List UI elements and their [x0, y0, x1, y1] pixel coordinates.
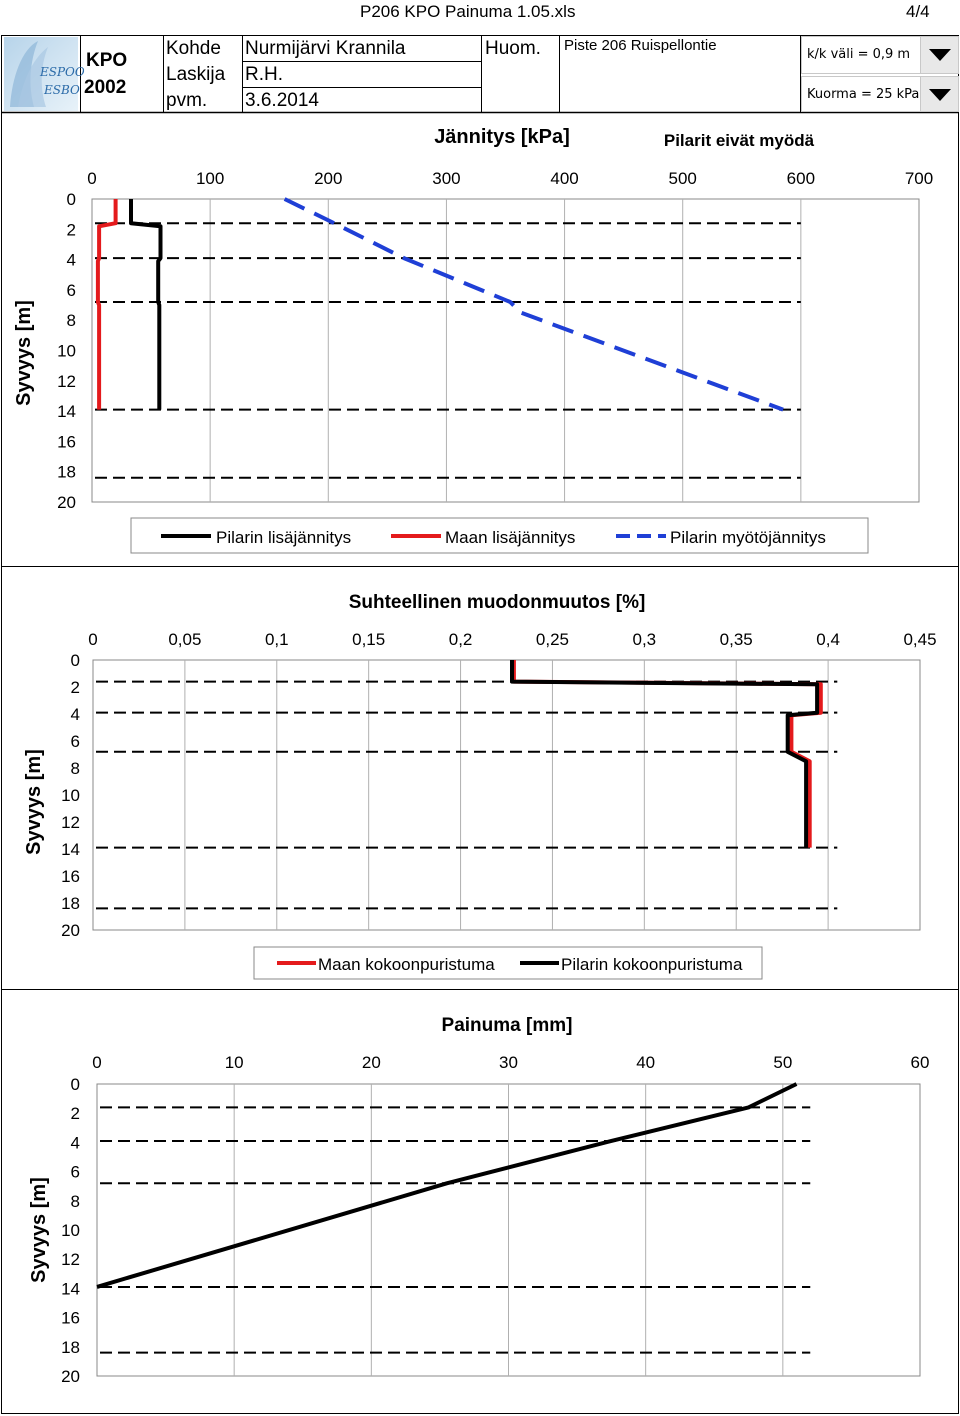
chart-title: Painuma [mm] [441, 1015, 573, 1036]
x-tick-label: 0,15 [352, 630, 386, 649]
x-tick-label: 600 [786, 169, 816, 188]
huom-value: Piste 206 Ruispellontie [564, 37, 717, 54]
y-tick-label: 0 [66, 190, 76, 209]
y-tick-label: 4 [70, 705, 80, 724]
y-tick-label: 16 [61, 1308, 80, 1328]
kuorma-dropdown[interactable] [801, 76, 959, 112]
kk-vali-dropdown-button[interactable] [920, 37, 958, 73]
page-number: 4/4 [906, 2, 930, 21]
x-tick-label: 0 [88, 630, 98, 649]
y-tick-label: 6 [70, 732, 80, 751]
logo-text-esbo: ESBO [44, 83, 80, 97]
y-tick-label: 4 [70, 1133, 80, 1153]
y-tick-label: 0 [70, 1075, 80, 1094]
x-tick-label: 10 [224, 1053, 244, 1072]
y-tick-label: 8 [70, 759, 80, 778]
y-tick-label: 8 [66, 311, 76, 331]
kk-vali-dropdown[interactable] [801, 36, 959, 74]
x-tick-label: 0,05 [168, 630, 202, 649]
laskija-value: R.H. [245, 64, 283, 85]
x-tick-label: 30 [499, 1053, 518, 1072]
x-tick-label: 40 [636, 1053, 656, 1072]
x-tick-label: 60 [910, 1053, 930, 1072]
legend-label: Pilarin kokoonpuristuma [561, 955, 743, 974]
method-year: 2002 [84, 77, 127, 98]
kk-vali-value: k/k väli = 0,9 m [807, 47, 911, 62]
kohde-label: Kohde [166, 38, 221, 59]
x-tick-label: 0 [92, 1053, 102, 1072]
method-label: KPO [86, 50, 128, 71]
y-tick-label: 10 [61, 1221, 80, 1240]
y-tick-label: 6 [70, 1162, 80, 1182]
x-tick-label: 0,25 [535, 630, 569, 649]
chart-subtitle: Pilarit eivät myödä [663, 131, 815, 150]
file-title: P206 KPO Painuma 1.05.xls [360, 2, 576, 21]
y-tick-label: 12 [61, 813, 80, 832]
y-tick-label: 10 [57, 341, 76, 361]
y-tick-label: 2 [70, 678, 80, 697]
legend-label: Pilarin myötöjännitys [670, 528, 826, 547]
espoo-logo [4, 37, 85, 111]
plot-area [93, 660, 920, 930]
x-tick-label: 0,1 [264, 630, 289, 649]
kuorma-dropdown-button[interactable] [920, 77, 958, 111]
chevron-down-icon [929, 89, 951, 103]
legend-label: Maan lisäjännitys [445, 528, 576, 547]
chart-painuma [0, 990, 960, 1414]
huom-label: Huom. [485, 38, 541, 59]
chart-title: Suhteellinen muodonmuutos [%] [348, 592, 646, 613]
legend-label: Maan kokoonpuristuma [318, 955, 495, 974]
y-tick-label: 20 [61, 921, 80, 940]
y-tick-label: 2 [66, 220, 76, 240]
pvm-value: 3.6.2014 [245, 90, 319, 111]
y-tick-label: 18 [61, 1337, 80, 1357]
y-tick-label: 14 [61, 840, 80, 859]
chart-jannitys [0, 113, 960, 568]
y-tick-label: 20 [57, 493, 76, 512]
legend-label: Pilarin lisäjännitys [216, 528, 352, 547]
x-tick-label: 0,4 [816, 630, 840, 649]
y-tick-label: 0 [70, 651, 80, 670]
y-axis-label: Syvyys [m] [13, 300, 35, 406]
y-tick-label: 18 [61, 894, 80, 913]
y-tick-label: 18 [57, 462, 76, 482]
kuorma-value: Kuorma = 25 kPa [807, 87, 920, 102]
pvm-label: pvm. [166, 90, 208, 111]
y-tick-label: 14 [57, 402, 76, 422]
x-tick-label: 200 [314, 169, 343, 188]
x-tick-label: 700 [904, 169, 934, 188]
plot-area [92, 199, 919, 502]
x-tick-label: 0,2 [448, 630, 473, 649]
y-tick-label: 6 [66, 280, 76, 300]
y-tick-label: 4 [66, 250, 76, 270]
y-tick-label: 2 [70, 1104, 80, 1124]
y-tick-label: 12 [57, 371, 76, 391]
x-tick-label: 300 [432, 169, 461, 188]
x-tick-label: 20 [361, 1053, 381, 1072]
y-axis-label: Syvyys [m] [23, 749, 45, 855]
y-axis-label: Syvyys [m] [28, 1177, 50, 1283]
x-tick-label: 0 [87, 169, 97, 188]
y-tick-label: 20 [61, 1367, 80, 1386]
y-tick-label: 10 [61, 786, 80, 805]
y-tick-label: 16 [61, 867, 80, 886]
y-tick-label: 12 [61, 1250, 80, 1270]
x-tick-label: 100 [195, 169, 225, 188]
chevron-down-icon [929, 49, 951, 63]
chart-title: Jännitys [kPa] [434, 126, 570, 148]
y-tick-label: 16 [57, 432, 76, 452]
x-tick-label: 50 [773, 1053, 793, 1072]
x-tick-label: 0,35 [719, 630, 753, 649]
x-tick-label: 0,45 [903, 630, 937, 649]
chart-muodonmuutos [0, 567, 960, 989]
kohde-value: Nurmijärvi Krannila [245, 38, 406, 59]
laskija-label: Laskija [166, 64, 226, 85]
x-tick-label: 400 [550, 169, 579, 188]
y-tick-label: 14 [61, 1279, 80, 1299]
y-tick-label: 8 [70, 1191, 80, 1211]
x-tick-label: 0,3 [632, 630, 657, 649]
logo-text-espoo: ESPOO [40, 65, 85, 79]
x-tick-label: 500 [668, 169, 697, 188]
